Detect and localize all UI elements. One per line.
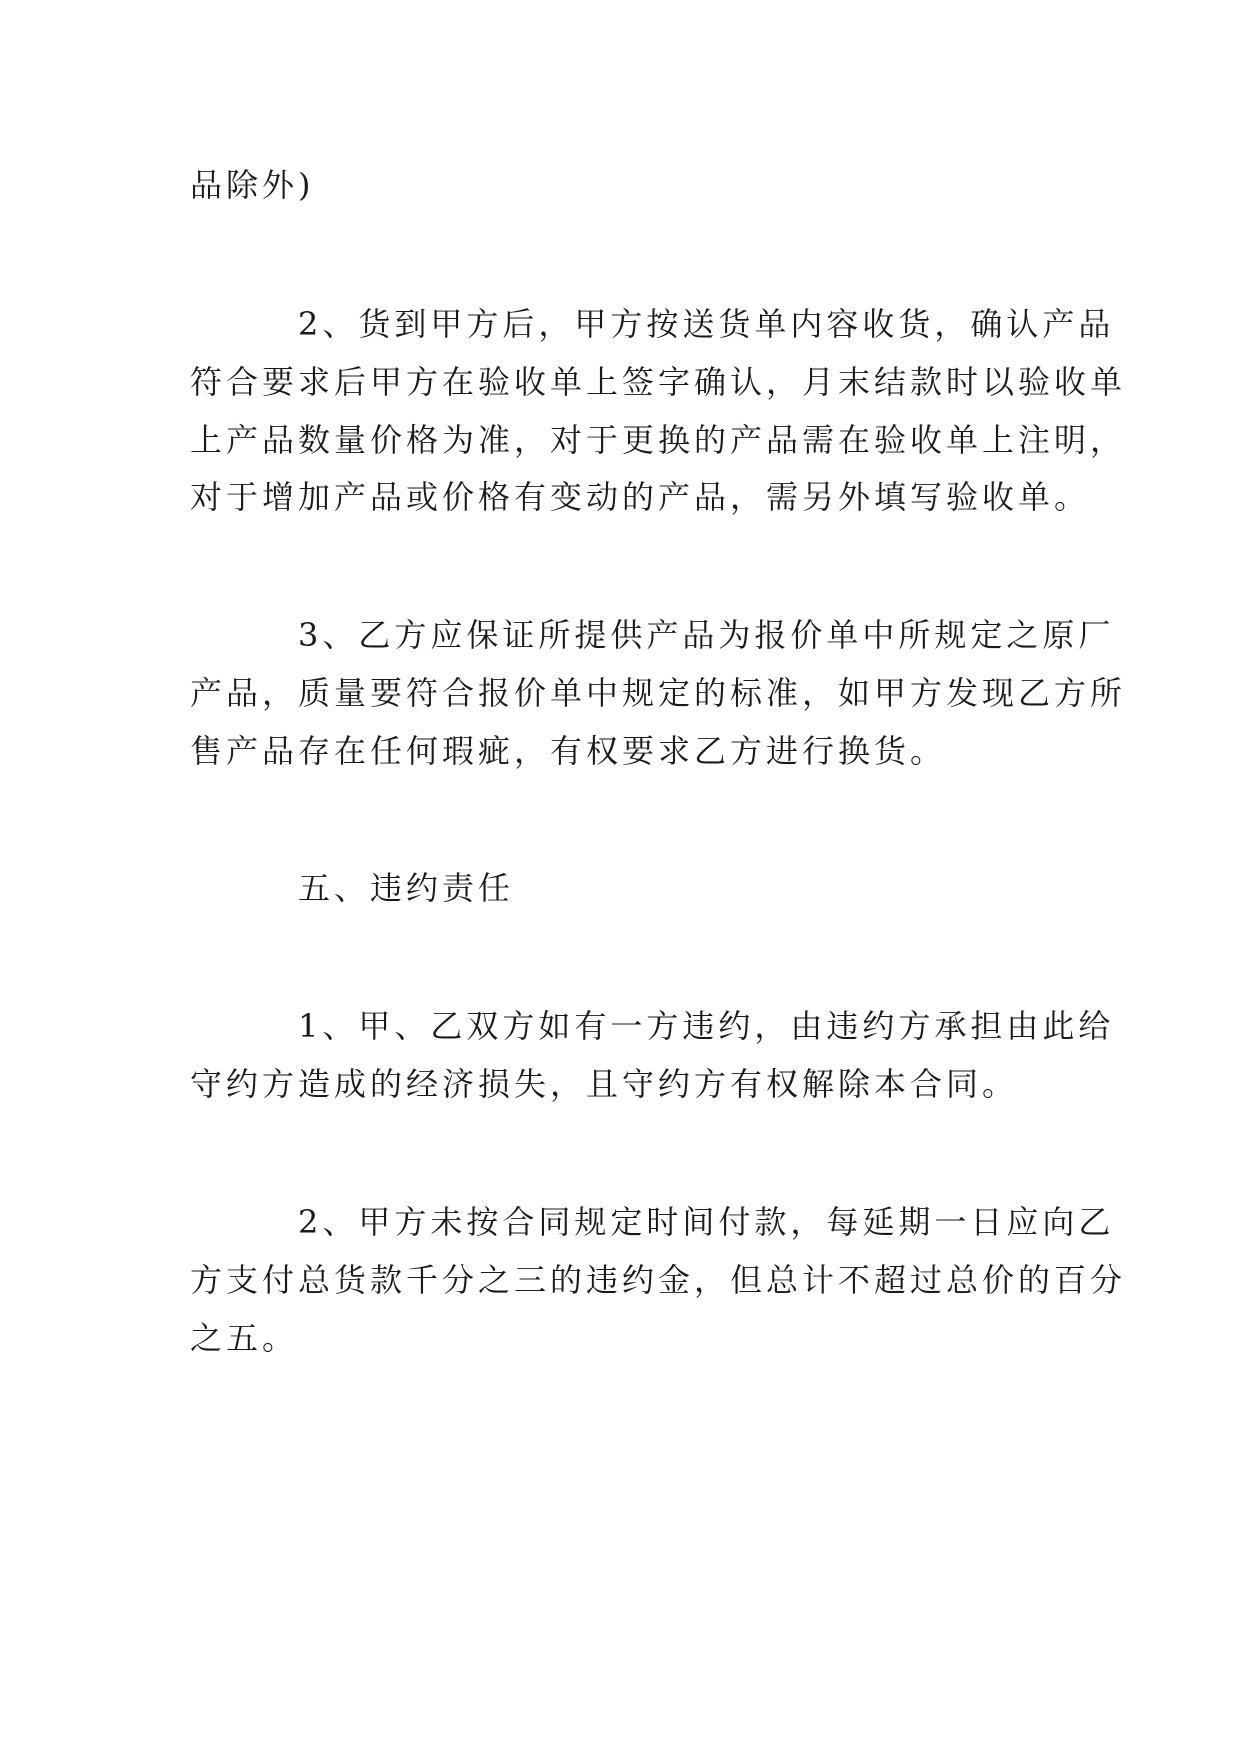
paragraph-line: 3、乙方应保证所提供产品为报价单中所规定之原厂 [298,616,1115,654]
paragraph-line: 2、货到甲方后，甲方按送货单内容收货，确认产品 [298,305,1115,343]
paragraph-line: 符合要求后甲方在验收单上签字确认，月末结款时以验收单 [190,363,1127,401]
paragraph-line: 守约方造成的经济损失，且守约方有权解除本合同。 [190,1065,1019,1103]
section-heading: 五、违约责任 [298,869,515,907]
paragraph-line: 1、甲、乙双方如有一方违约，由违约方承担由此给 [298,1007,1115,1045]
paragraph-line: 售产品存在任何瑕疵，有权要求乙方进行换货。 [190,732,947,770]
paragraph-line: 对于增加产品或价格有变动的产品，需另外填写验收单。 [190,478,1091,516]
paragraph-line: 方支付总货款千分之三的违约金，但总计不超过总价的百分 [190,1261,1127,1299]
paragraph-line: 产品，质量要符合报价单中规定的标准，如甲方发现乙方所 [190,674,1127,712]
paragraph-line: 上产品数量价格为准，对于更换的产品需在验收单上注明， [190,421,1127,459]
paragraph-line: 2、甲方未按合同规定时间付款，每延期一日应向乙 [298,1203,1115,1241]
paragraph-line: 之五。 [190,1319,299,1357]
continuation-text: 品除外) [190,166,315,204]
